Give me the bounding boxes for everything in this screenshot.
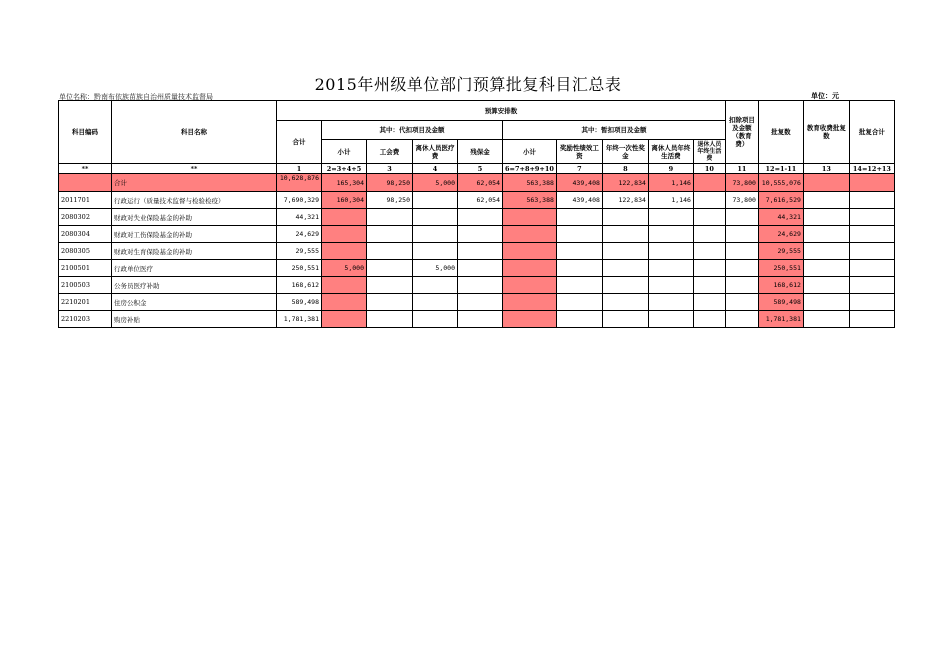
cell-code: 2080304 [59, 226, 112, 243]
cell-value: 160,304 [322, 192, 367, 209]
cell-value [803, 209, 849, 226]
cell-value [803, 192, 849, 209]
cell-value [556, 209, 602, 226]
cell-value [602, 294, 648, 311]
cell-code: 2210203 [59, 311, 112, 328]
index-cell: ** [59, 164, 112, 174]
cell-value [602, 260, 648, 277]
cell-value: 5,000 [413, 260, 458, 277]
cell-name: 行政单位医疗 [112, 260, 277, 277]
cell-code: 2080305 [59, 243, 112, 260]
cell-name: 财政对工伤保险基金的补助 [112, 226, 277, 243]
cell-value [556, 277, 602, 294]
cell-value: 165,304 [322, 174, 367, 192]
cell-value [725, 209, 758, 226]
cell-value [693, 174, 725, 192]
cell-value: 44,321 [758, 209, 803, 226]
cell-value: 1,781,381 [758, 311, 803, 328]
cell-value: 1,781,381 [277, 311, 322, 328]
index-cell: 6=7+8+9+10 [503, 164, 557, 174]
index-cell: 12=1-11 [758, 164, 803, 174]
cell-value [602, 243, 648, 260]
cell-value: 5,000 [322, 260, 367, 277]
header-retire-med: 离休人员医疗费 [413, 140, 458, 164]
cell-value [725, 226, 758, 243]
cell-value [693, 311, 725, 328]
cell-value [648, 277, 693, 294]
cell-value: 10,628,876 [277, 174, 322, 192]
cell-code: 2100503 [59, 277, 112, 294]
index-cell: 4 [413, 164, 458, 174]
cell-value: 1,146 [648, 192, 693, 209]
table-row [59, 311, 895, 328]
header-name: 科目名称 [112, 101, 277, 164]
cell-value [648, 260, 693, 277]
header-withheld-group: 其中：代扣项目及金额 [322, 121, 503, 140]
cell-value [367, 226, 413, 243]
cell-value [602, 277, 648, 294]
header-edu-approved: 教育收费批复数 [803, 101, 849, 164]
cell-value [367, 260, 413, 277]
cell-value [322, 294, 367, 311]
cell-value [503, 294, 557, 311]
cell-value: 29,555 [758, 243, 803, 260]
index-cell: 9 [648, 164, 693, 174]
cell-value [849, 277, 894, 294]
cell-code: 2011701 [59, 192, 112, 209]
cell-value [803, 260, 849, 277]
header-retired-life: 退休人员年终生活费 [693, 140, 725, 164]
unit-name: 单位名称：黔南布依族苗族自治州质量技术监督局 [59, 93, 213, 101]
cell-value [503, 277, 557, 294]
cell-value [322, 209, 367, 226]
index-cell: 13 [803, 164, 849, 174]
cell-value [849, 260, 894, 277]
cell-value [602, 311, 648, 328]
table-row [59, 192, 895, 209]
table-row [59, 277, 895, 294]
cell-value [458, 294, 503, 311]
cell-value [556, 226, 602, 243]
cell-value [693, 209, 725, 226]
cell-value [367, 311, 413, 328]
cell-value [367, 277, 413, 294]
index-cell: 7 [556, 164, 602, 174]
cell-value [648, 209, 693, 226]
cell-value: 5,000 [413, 174, 458, 192]
cell-value [413, 209, 458, 226]
cell-value: 1,146 [648, 174, 693, 192]
cell-code [59, 174, 112, 192]
cell-name: 财政对失业保险基金的补助 [112, 209, 277, 226]
cell-value [322, 243, 367, 260]
cell-value: 62,054 [458, 192, 503, 209]
cell-value: 29,555 [277, 243, 322, 260]
header-code: 科目编码 [59, 101, 112, 164]
header-retiree-life: 离休人员年终生活费 [648, 140, 693, 164]
cell-value [503, 243, 557, 260]
cell-value [322, 311, 367, 328]
cell-value [458, 226, 503, 243]
header-subtotal2: 小计 [503, 140, 557, 164]
cell-value [458, 209, 503, 226]
cell-value [693, 192, 725, 209]
table-row [59, 226, 895, 243]
cell-value [503, 209, 557, 226]
cell-value [556, 311, 602, 328]
cell-value [556, 294, 602, 311]
header-temp-group: 其中：暂扣项目及金额 [503, 121, 726, 140]
cell-value: 44,321 [277, 209, 322, 226]
cell-name: 住房公积金 [112, 294, 277, 311]
table-row [59, 243, 895, 260]
cell-value: 250,551 [277, 260, 322, 277]
index-cell: 11 [725, 164, 758, 174]
header-subtotal1: 小计 [322, 140, 367, 164]
cell-value [803, 226, 849, 243]
cell-value [803, 277, 849, 294]
cell-value [725, 294, 758, 311]
cell-name: 财政对生育保险基金的补助 [112, 243, 277, 260]
cell-value [602, 226, 648, 243]
cell-value: 10,555,076 [758, 174, 803, 192]
cell-value [803, 174, 849, 192]
index-cell: 10 [693, 164, 725, 174]
page-title: 2015年州级单位部门预算批复科目汇总表 [314, 75, 622, 94]
unit-label: 单位：元 [811, 91, 839, 100]
cell-value [849, 209, 894, 226]
index-cell: 5 [458, 164, 503, 174]
table-row [59, 209, 895, 226]
cell-value [322, 226, 367, 243]
cell-value [367, 294, 413, 311]
cell-name: 购房补贴 [112, 311, 277, 328]
cell-value: 98,250 [367, 192, 413, 209]
cell-value [849, 192, 894, 209]
index-row [59, 164, 895, 174]
cell-value [849, 294, 894, 311]
header-budget: 预算安排数 [277, 101, 726, 121]
cell-value: 24,629 [758, 226, 803, 243]
header-approved: 批复数 [758, 101, 803, 164]
cell-value [413, 294, 458, 311]
cell-value: 7,690,329 [277, 192, 322, 209]
cell-value [503, 226, 557, 243]
cell-value: 122,834 [602, 192, 648, 209]
cell-value: 563,388 [503, 174, 557, 192]
cell-value [367, 209, 413, 226]
cell-value [458, 243, 503, 260]
cell-name: 行政运行（质量技术监督与检验检疫） [112, 192, 277, 209]
header-disability: 残保金 [458, 140, 503, 164]
cell-value [413, 277, 458, 294]
cell-value: 73,800 [725, 174, 758, 192]
cell-value [693, 226, 725, 243]
cell-value [693, 260, 725, 277]
cell-name: 合计 [112, 174, 277, 192]
cell-value [803, 294, 849, 311]
cell-value: 168,612 [758, 277, 803, 294]
cell-value [648, 294, 693, 311]
cell-value [413, 192, 458, 209]
cell-value [648, 243, 693, 260]
cell-value: 589,498 [758, 294, 803, 311]
cell-value [693, 243, 725, 260]
cell-value [849, 311, 894, 328]
cell-value [725, 311, 758, 328]
header-approved-total: 批复合计 [849, 101, 894, 164]
cell-value [413, 243, 458, 260]
index-cell: 3 [367, 164, 413, 174]
cell-value: 168,612 [277, 277, 322, 294]
index-cell: 8 [602, 164, 648, 174]
header-perf-pay: 奖励性绩效工资 [556, 140, 602, 164]
cell-value [503, 311, 557, 328]
index-cell: 1 [277, 164, 322, 174]
cell-code: 2210201 [59, 294, 112, 311]
header-year-bonus: 年终一次性奖金 [602, 140, 648, 164]
cell-value: 98,250 [367, 174, 413, 192]
budget-table [58, 100, 895, 328]
cell-value [556, 260, 602, 277]
header-total: 合计 [277, 121, 322, 164]
cell-value: 250,551 [758, 260, 803, 277]
index-cell: ** [112, 164, 277, 174]
cell-value [367, 243, 413, 260]
cell-value: 24,629 [277, 226, 322, 243]
header-deduct: 扣除项目及金额（教育费） [725, 101, 758, 164]
cell-value [322, 277, 367, 294]
cell-value [693, 277, 725, 294]
cell-value [648, 226, 693, 243]
cell-value [458, 260, 503, 277]
cell-value [413, 226, 458, 243]
table-row [59, 260, 895, 277]
cell-value [503, 260, 557, 277]
cell-value [849, 174, 894, 192]
cell-value [413, 311, 458, 328]
cell-value: 73,800 [725, 192, 758, 209]
cell-value [458, 277, 503, 294]
table-row [59, 294, 895, 311]
cell-value [803, 243, 849, 260]
header-union: 工会费 [367, 140, 413, 164]
cell-value: 7,616,529 [758, 192, 803, 209]
total-row [59, 174, 895, 192]
index-cell: 14=12+13 [849, 164, 894, 174]
cell-code: 2080302 [59, 209, 112, 226]
cell-value [725, 260, 758, 277]
cell-value: 563,388 [503, 192, 557, 209]
cell-value [648, 311, 693, 328]
cell-code: 2100501 [59, 260, 112, 277]
cell-value: 62,054 [458, 174, 503, 192]
cell-value [458, 311, 503, 328]
cell-value [849, 243, 894, 260]
cell-value [725, 243, 758, 260]
cell-value [693, 294, 725, 311]
index-cell: 2=3+4+5 [322, 164, 367, 174]
cell-value: 589,498 [277, 294, 322, 311]
cell-value: 439,408 [556, 174, 602, 192]
cell-value [849, 226, 894, 243]
cell-name: 公务员医疗补助 [112, 277, 277, 294]
cell-value: 122,834 [602, 174, 648, 192]
cell-value [556, 243, 602, 260]
cell-value [602, 209, 648, 226]
cell-value [803, 311, 849, 328]
cell-value [725, 277, 758, 294]
cell-value: 439,408 [556, 192, 602, 209]
